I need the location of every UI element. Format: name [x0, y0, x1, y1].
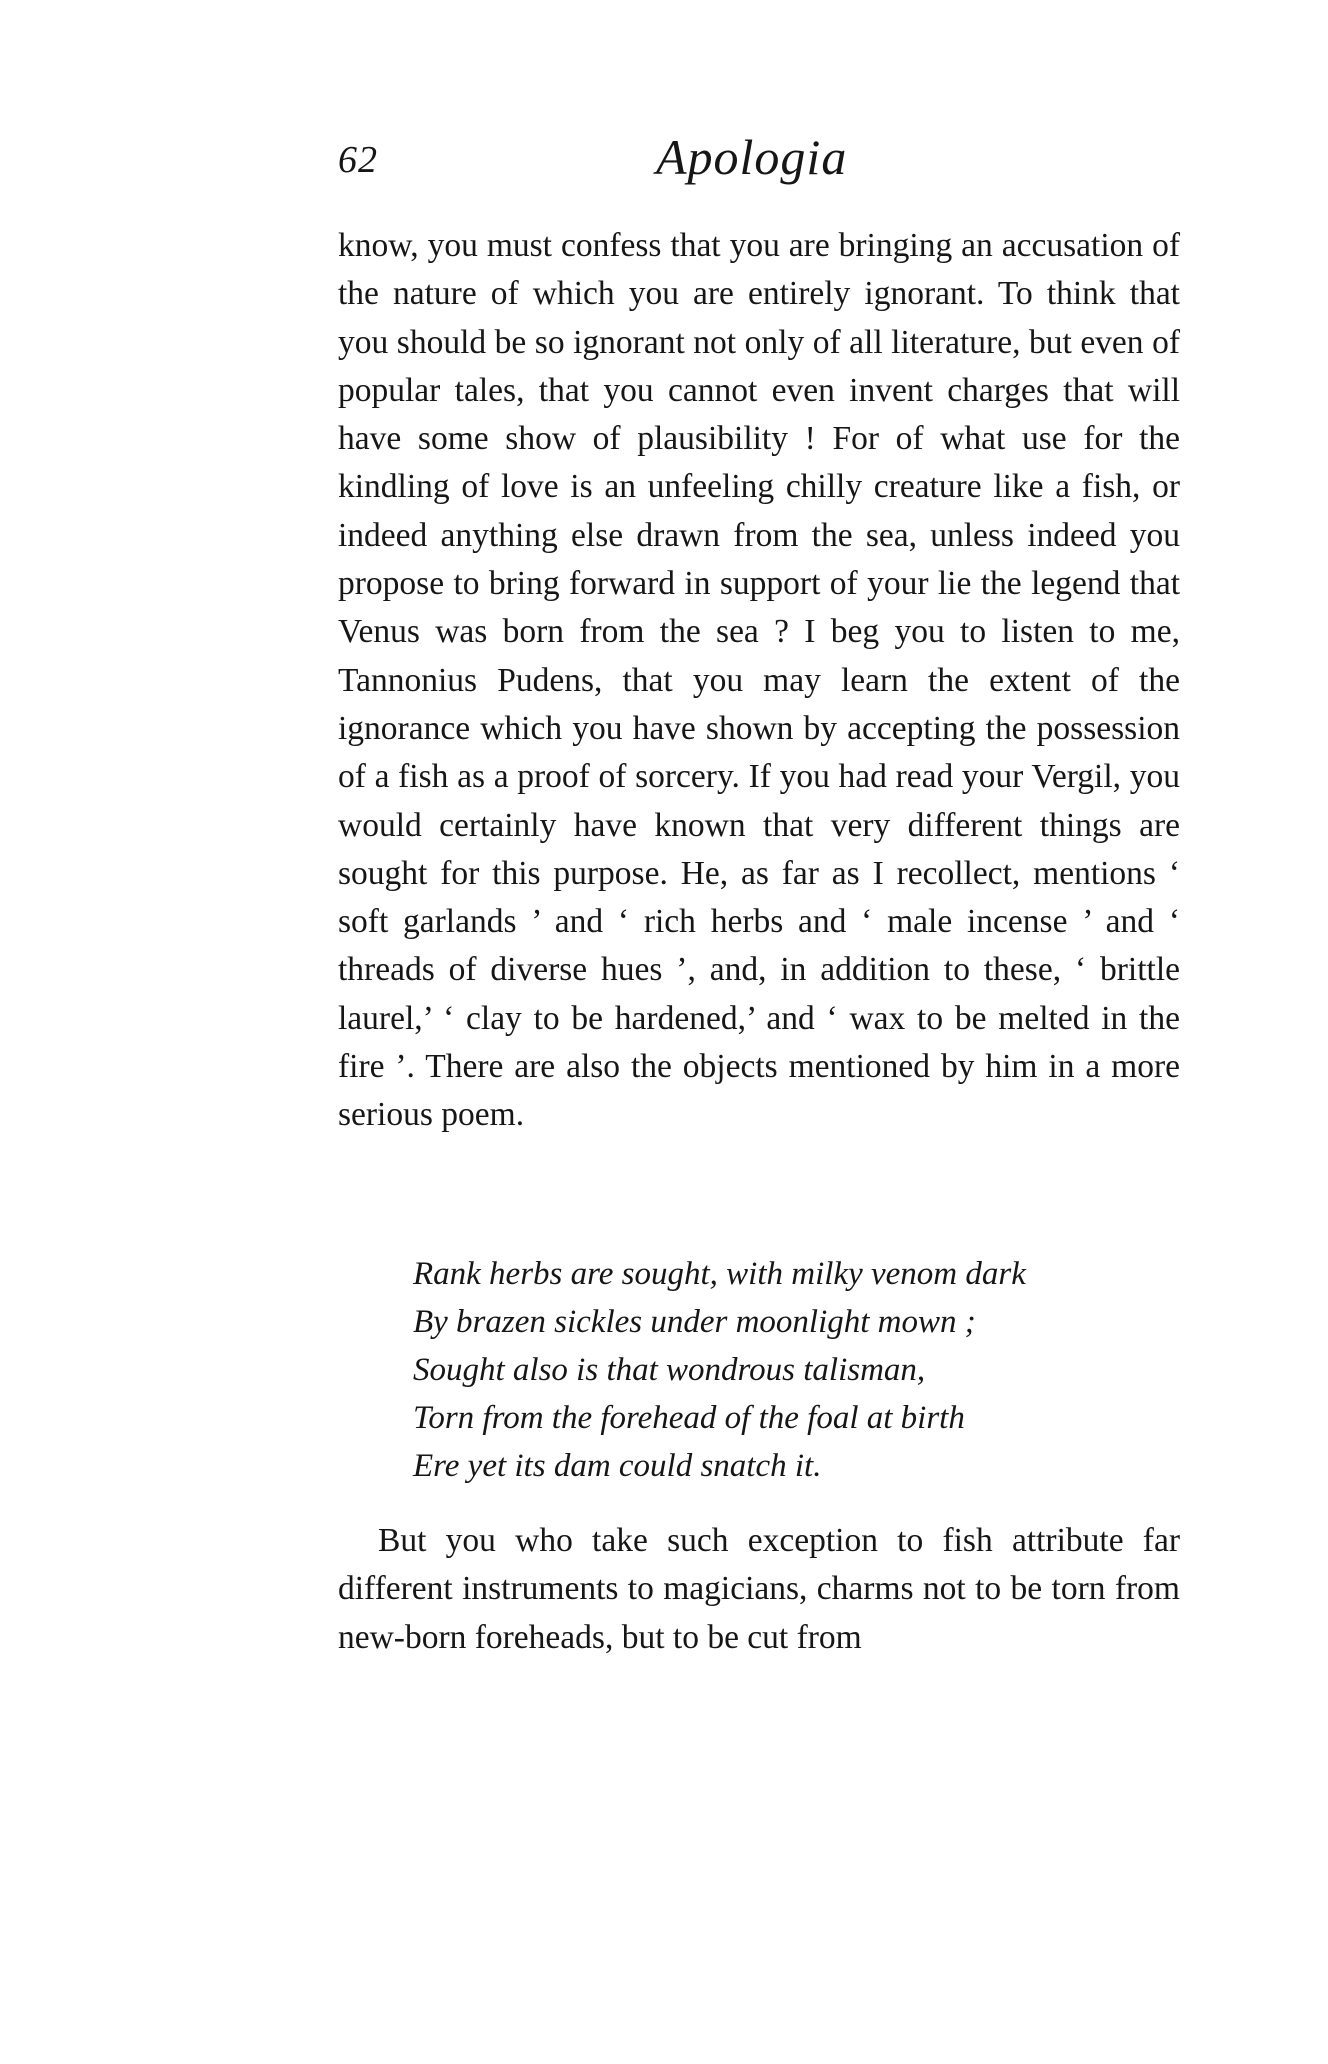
continuation-paragraph: But you who take such exception to fish attribute far different instruments to magicians, charms not to be torn from new-born foreheads, but to be cut from [338, 1522, 1180, 1656]
body-paragraph: know, you must confess that you are bringing an accusation of the nature of which you are entirely ignorant. To think that you should be so ignorant not only of all literature, but even of popular tales, that you cannot even invent charges that will have some show of plausibility ! For of what use for the kindling of love is an unfeeling chilly creature like a fish, or indeed anything else drawn from the sea, unless indeed you propose to bring forward in support of your lie the legend that Venus was born from the sea ? I beg you to listen to me, Tannonius Pudens, that you may learn the extent of the ignorance which you have shown by accepting the possession of a fish as a proof of sorcery. If you had read your Vergil, you would certainly have known that very different things are sought for this purpose. He, as far as I recollect, mentions ‘ soft garlands ’ and ‘ rich herbs and ‘ male incense ’ and ‘ threads of diverse hues ’, and, in addition to these, ‘ brittle laurel,’ ‘ clay to be hardened,’ and ‘ wax to be melted in the fire ’. There are also the objects mentioned by him in a more serious poem. [338, 227, 1180, 1134]
verse-line: Torn from the forehead of the foal at birth [413, 1400, 965, 1436]
verse-line: Rank herbs are sought, with milky venom dark [413, 1256, 1026, 1292]
running-title: Apologia [656, 129, 848, 185]
verse-quotation [413, 1250, 1173, 1490]
page-header [338, 128, 1190, 198]
page-number: 62 [338, 139, 378, 181]
verse-line: By brazen sickles under moonlight mown ; [413, 1304, 976, 1340]
verse-line: Sought also is that wondrous talisman, [413, 1352, 926, 1388]
main-text [338, 222, 1180, 1140]
verse-line: Ere yet its dam could snatch it. [413, 1448, 822, 1484]
continuation-text [338, 1517, 1180, 1662]
